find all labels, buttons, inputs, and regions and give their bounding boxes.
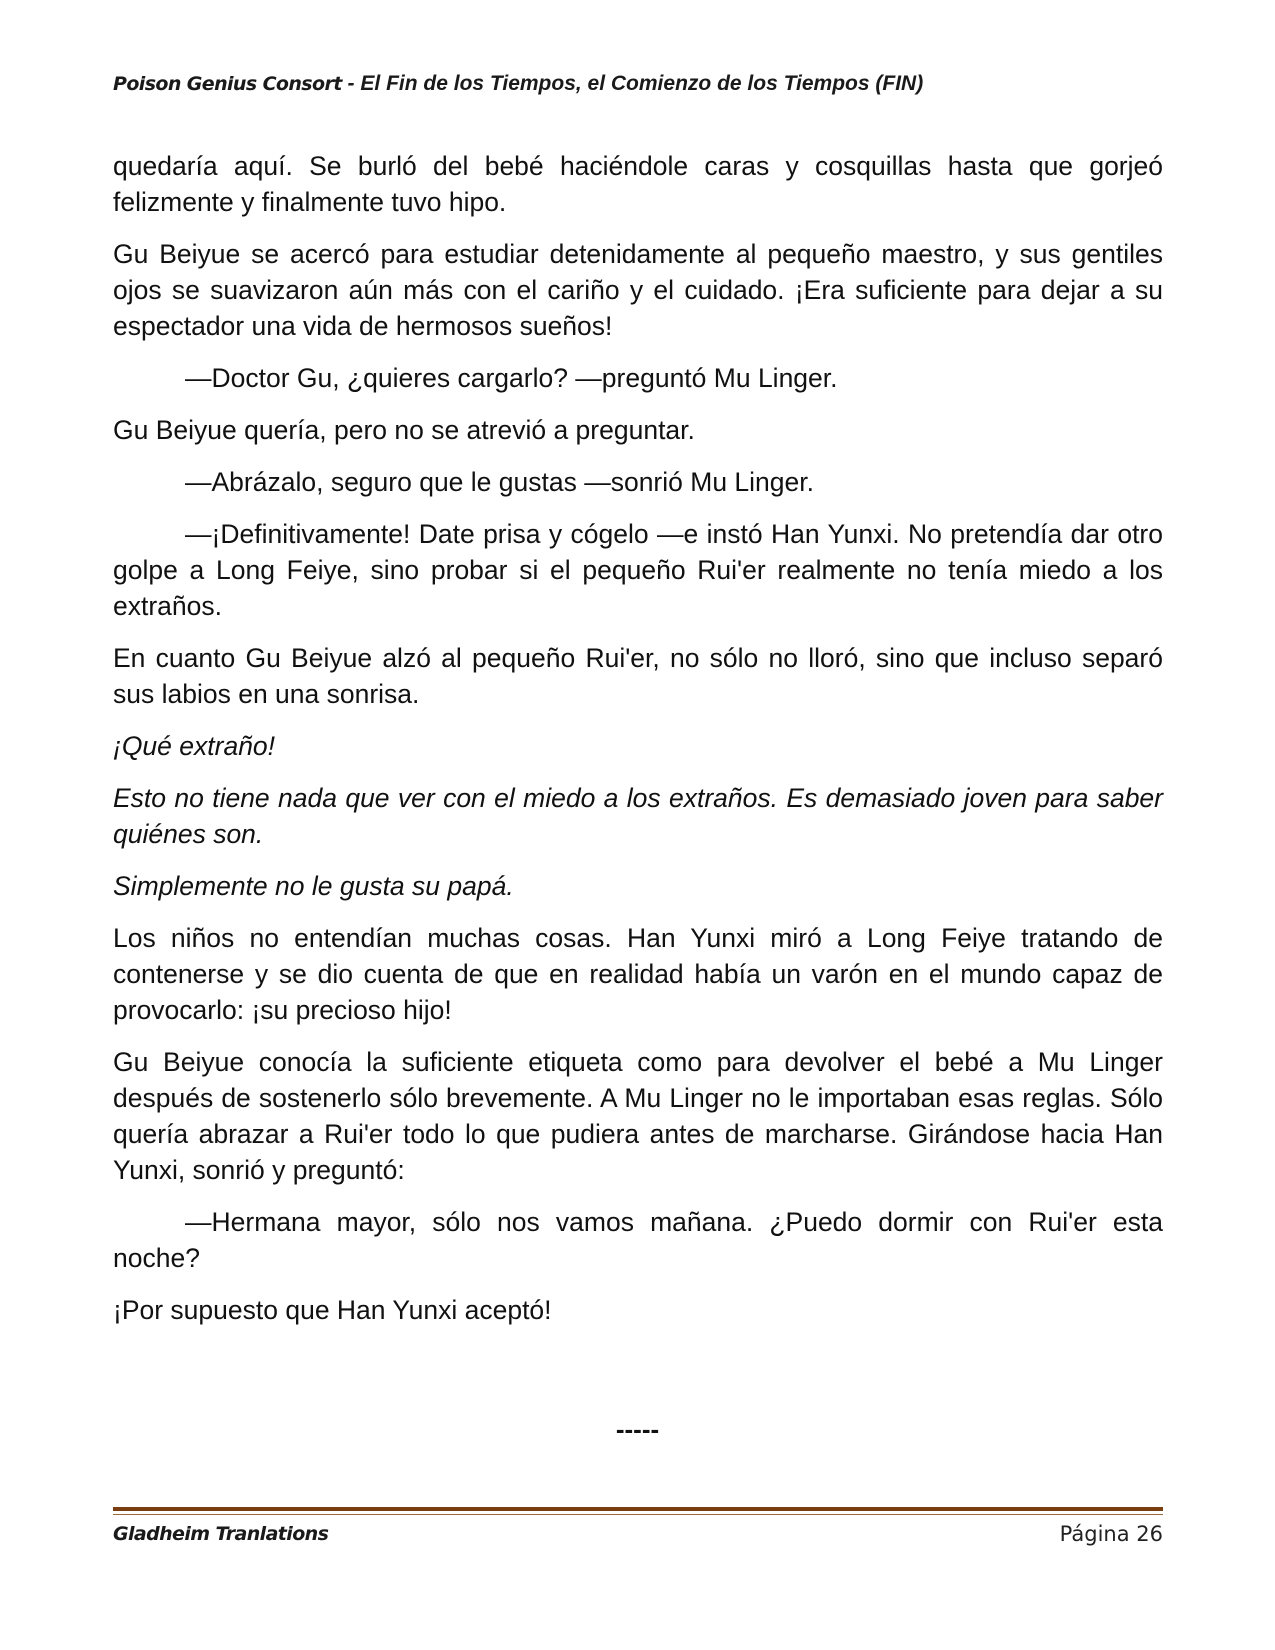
footer-rule [113, 1507, 1163, 1511]
footer-rule-thin [113, 1514, 1163, 1515]
page-header [113, 72, 1163, 96]
header-series-title: Poison Genius Consort [113, 73, 342, 95]
paragraph: Los niños no entendían muchas cosas. Han Yunxi miró a Long Feiye tratando de contenerse y se dio cuenta de que en realidad había un varón en el mundo capaz de provocarlo: ¡su precioso hijo! [113, 923, 1163, 1025]
paragraph: Gu Beiyue conocía la suficiente etiqueta como para devolver el bebé a Mu Linger después de sostenerlo sólo brevemente. A Mu Linger no le importaban esas reglas. Sólo quería abrazar a Rui'er todo lo que pudiera antes de marcharse. Girándose hacia Han Yunxi, sonrió y preguntó: [113, 1047, 1163, 1185]
footer-translator: Gladheim Tranlations [113, 1523, 329, 1545]
paragraph: quedaría aquí. Se burló del bebé haciéndole caras y cosquillas hasta que gorjeó felizmente y finalmente tuvo hipo. [113, 151, 1163, 217]
paragraph: Gu Beiyue quería, pero no se atrevió a preguntar. [113, 415, 695, 445]
dialogue-paragraph: —Doctor Gu, ¿quieres cargarlo? —preguntó Mu Linger. [185, 363, 838, 393]
dialogue-paragraph: —¡Definitivamente! Date prisa y cógelo —e instó Han Yunxi. No pretendía dar otro golpe a Long Feiye, sino probar si el pequeño Rui'er realmente no tenía miedo a los extraños. [113, 519, 1163, 621]
header-separator: - [341, 72, 361, 95]
page-number: Página 26 [1059, 1522, 1163, 1546]
italic-thought: ¡Qué extraño! [113, 731, 276, 761]
dialogue-paragraph: —Hermana mayor, sólo nos vamos mañana. ¿Puedo dormir con Rui'er esta noche? [113, 1207, 1163, 1273]
paragraph: Gu Beiyue se acercó para estudiar detenidamente al pequeño maestro, y sus gentiles ojos se suavizaron aún más con el cariño y el cuidado. ¡Era suficiente para dejar a su espectador una vida de hermosos sueños! [113, 239, 1163, 341]
dialogue-paragraph: —Abrázalo, seguro que le gustas —sonrió Mu Linger. [185, 467, 814, 497]
paragraph: En cuanto Gu Beiyue alzó al pequeño Rui'er, no sólo no lloró, sino que incluso separó sus labios en una sonrisa. [113, 643, 1163, 709]
body-text [113, 148, 1163, 1344]
italic-thought: Esto no tiene nada que ver con el miedo a los extraños. Es demasiado joven para saber quiénes son. [113, 783, 1163, 849]
header-chapter-title: El Fin de los Tiempos, el Comienzo de los Tiempos (FIN) [360, 72, 924, 95]
scene-separator: ----- [615, 1414, 660, 1444]
paragraph: ¡Por supuesto que Han Yunxi aceptó! [113, 1295, 552, 1325]
italic-thought: Simplemente no le gusta su papá. [113, 871, 514, 901]
